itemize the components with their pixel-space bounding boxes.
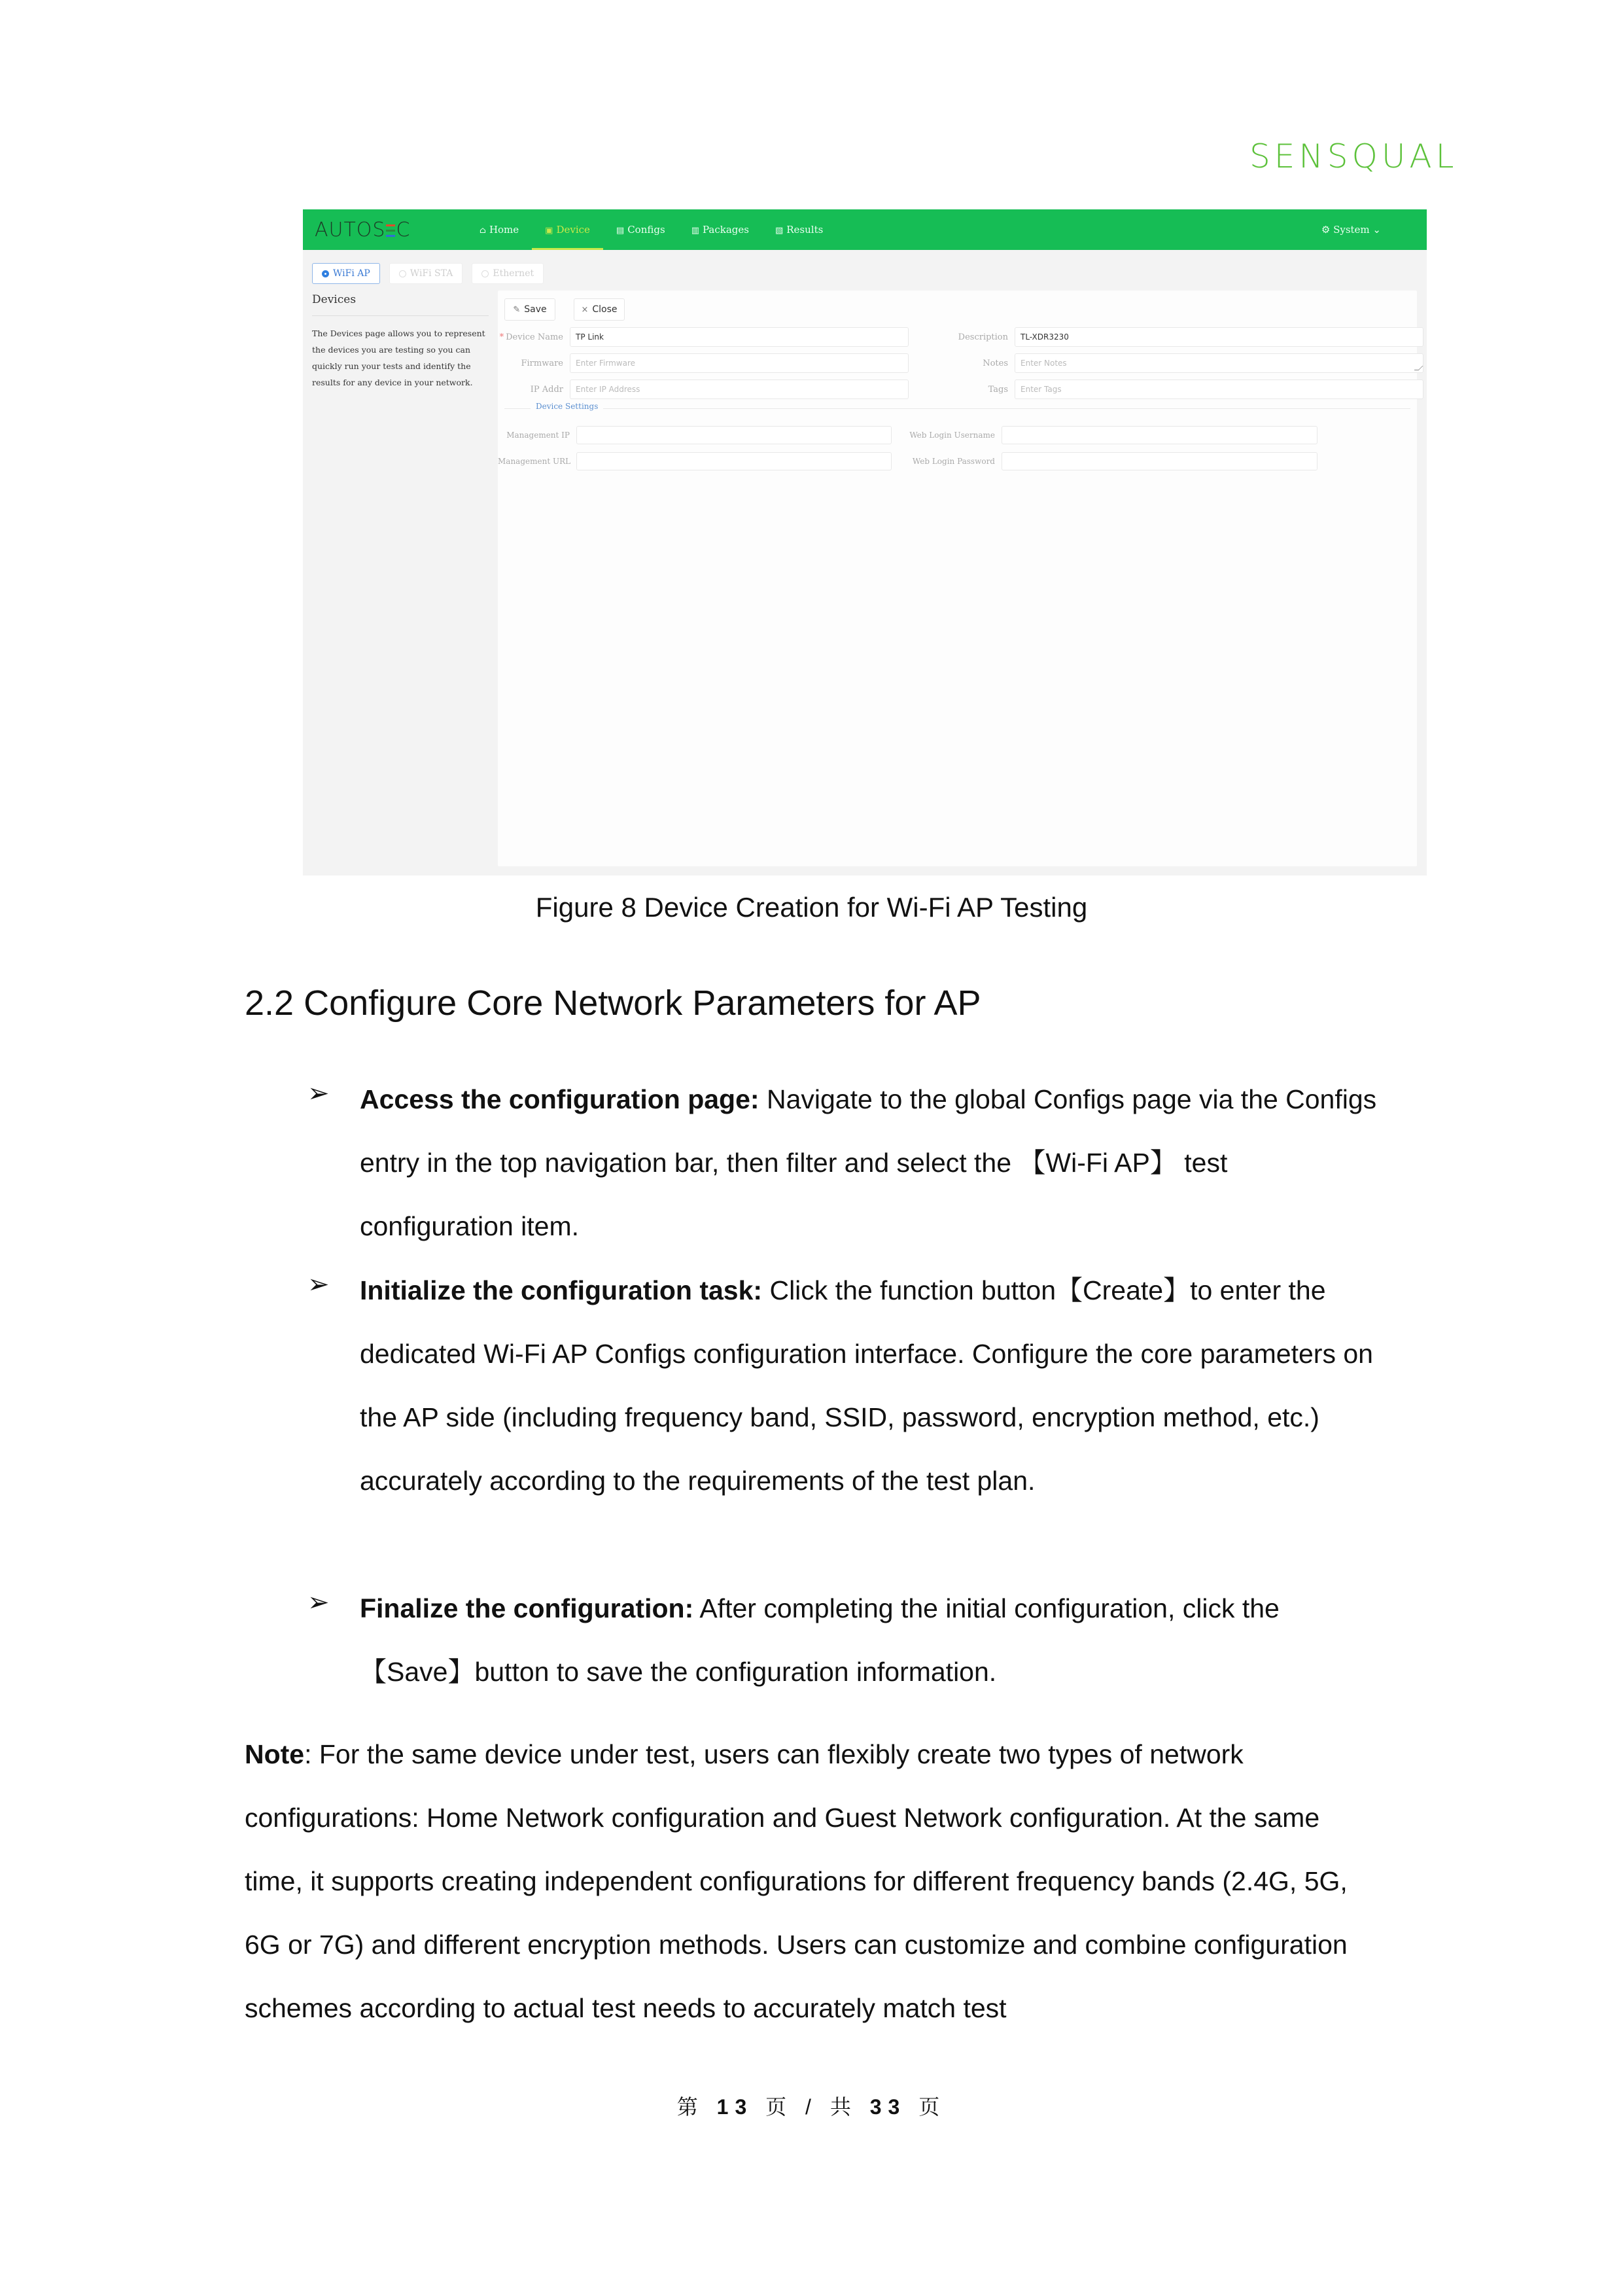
resize-handle-icon[interactable] (1414, 366, 1423, 370)
device-settings-divider (504, 402, 1410, 415)
tags-row: Tags Enter Tags (943, 380, 1423, 399)
bullet-access-config: Access the configuration page: Navigate to the global Configs page via the Configs entry in the top navigation bar, then filter and select the 【Wi-Fi AP】 test configuration item. (360, 1084, 1377, 1241)
logo-e-mark-icon (386, 223, 395, 238)
web-login-username-row: Web Login Username (903, 425, 1318, 445)
close-icon: × (581, 305, 589, 315)
sensqual-logo: SENSQUAL (1249, 137, 1458, 175)
device-name-input[interactable]: TP Link (570, 327, 909, 347)
home-icon: ⌂ (480, 226, 486, 236)
configs-icon: ▤ (616, 226, 625, 236)
bullet-initialize-config: Initialize the configuration task: Click the function button【Create】to enter the dedicated Wi-Fi AP Configs configuration interface. Configure the core parameters on the AP side (including frequency band, SSID, password, encryption method, etc.) accurately according to the requirements of the test plan. (360, 1275, 1373, 1496)
main-nav (466, 209, 836, 250)
notes-row: Notes Enter Notes (943, 353, 1423, 373)
page-number-footer: 第 13 页 / 共 33 页 (676, 2095, 947, 2119)
device-name-row: * Device Name TP Link (498, 327, 909, 347)
packages-icon: ▥ (691, 226, 699, 236)
tab-ethernet[interactable]: Ethernet (472, 263, 544, 284)
device-settings-title: Device Settings (531, 402, 603, 411)
bullet-finalize-config: Finalize the configuration: After completing the initial configuration, click the 【Save】button to save the configuration information. (360, 1593, 1280, 1687)
total-pages: 33 (869, 2095, 907, 2119)
web-login-password-input[interactable] (1002, 452, 1318, 470)
ip-addr-row: IP Addr Enter IP Address (498, 380, 909, 399)
current-page: 13 (716, 2095, 754, 2119)
sidebar-title: Devices (312, 293, 489, 316)
close-button[interactable]: × Close (574, 298, 625, 321)
chevron-down-icon: ⌄ (1372, 224, 1381, 236)
management-ip-row: Management IP (498, 425, 892, 445)
nav-device[interactable]: ▣ Device (532, 209, 603, 250)
sidebar-description: The Devices page allows you to represent the devices you are testing so you can quickly run your tests and identify the results for any device in your network. (312, 328, 485, 387)
nav-configs[interactable]: ▤ Configs (616, 224, 665, 236)
devices-sidebar (312, 293, 489, 391)
description-row: Description TL-XDR3230 (943, 327, 1423, 347)
edit-icon: ✎ (513, 305, 521, 315)
note-paragraph: Note: For the same device under test, users can flexibly create two types of network configurations: Home Network configuration and Guest Network configuration. At the same time, it supports creating independent configurations for different frequency bands (2.4G, 5G, 6G or 7G) and different encryption methods. Users can customize and combine configuration schemes according to actual test needs to accurately match test (245, 1739, 1348, 2023)
firmware-input[interactable]: Enter Firmware (570, 353, 909, 373)
management-ip-input[interactable] (576, 426, 892, 444)
radio-unchecked-icon (481, 270, 489, 277)
system-menu[interactable]: ⚙ System ⌄ (1321, 224, 1381, 236)
section-heading: 2.2 Configure Core Network Parameters for AP (245, 983, 981, 1023)
required-marker: * (499, 332, 504, 342)
tags-input[interactable]: Enter Tags (1015, 380, 1423, 399)
figure-caption: Figure 8 Device Creation for Wi-Fi AP Testing (535, 892, 1088, 923)
arrow-bullet-icon: ➢ (307, 1270, 330, 1299)
notes-textarea[interactable]: Enter Notes (1015, 353, 1423, 373)
results-icon: ▧ (775, 226, 784, 236)
web-login-password-row: Web Login Password (903, 451, 1318, 471)
device-icon: ▣ (545, 226, 553, 236)
gear-icon: ⚙ (1321, 224, 1331, 236)
nav-results[interactable]: ▧ Results (775, 224, 824, 236)
app-top-navigation (303, 209, 1427, 250)
web-login-username-input[interactable] (1002, 426, 1318, 444)
firmware-row: Firmware Enter Firmware (498, 353, 909, 373)
management-url-row: Management URL (498, 451, 892, 471)
save-button[interactable]: ✎ Save (504, 298, 555, 321)
tab-wifi-ap[interactable]: WiFi AP (312, 263, 380, 284)
management-url-input[interactable] (576, 452, 892, 470)
nav-packages[interactable]: ▥ Packages (691, 224, 749, 236)
radio-unchecked-icon (399, 270, 406, 277)
figure-screenshot (303, 209, 1427, 875)
arrow-bullet-icon: ➢ (307, 1079, 330, 1108)
description-input[interactable]: TL-XDR3230 (1015, 327, 1423, 347)
ip-address-input[interactable]: Enter IP Address (570, 380, 909, 399)
device-type-tabs (312, 263, 544, 284)
tab-wifi-sta[interactable]: WiFi STA (389, 263, 463, 284)
autosec-logo: AUTOS C (315, 219, 411, 241)
nav-home[interactable]: ⌂ Home (480, 224, 519, 236)
device-form-panel (498, 291, 1417, 866)
arrow-bullet-icon: ➢ (307, 1588, 330, 1617)
radio-checked-icon (322, 270, 329, 277)
